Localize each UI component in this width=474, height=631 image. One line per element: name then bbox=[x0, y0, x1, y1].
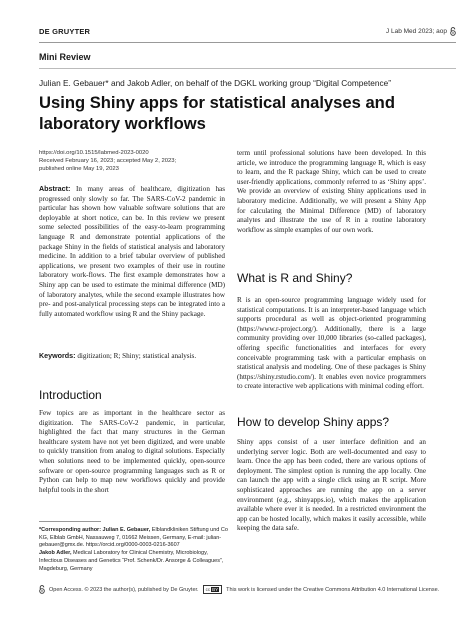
author-footnote bbox=[39, 527, 229, 573]
abstract-text: In many areas of healthcare, digitization has progressed only slowly so far. The SARS-CoV-2 pandemic in particular has shown how valuable software solutions that are deployable at short notice, can be. In this review we present some selected possibilities of the easy-to-learn programming language R and demonstrate potential applications of the package Shiny in the fields of statistical analysis and laboratory medicine. In addition to a brief tabular overview of published applications, we present two examples of their use in routine laboratory work-flows. The first example demonstrates how a Shiny app can be used to estimate the minimal difference (MD) of laboratory analytes, while the second example illustrates how pre- and post-analytical processing steps can be integrated into a fully automated workflow using R and the Shiny package. bbox=[39, 185, 225, 318]
introduction-continuation: term until professional solutions have been developed. In this article, we introduce the programming language R, which is easy to learn, and the R package Shiny, which can be used to create user-friendly applications, commonly referred to as ‘Shiny apps’. We provide an overview of existing Shiny applications used in laboratory medicine. Additionally, we will present a Shiny App for calculating the Minimal Difference (MD) of laboratory analytes and illustrate the use of R in a routine laboratory workflow as simple examples of our own work. bbox=[237, 149, 426, 234]
publisher-logo: DE GRUYTER bbox=[39, 27, 91, 36]
how-to-develop-heading: How to develop Shiny apps? bbox=[237, 415, 390, 429]
open-access-notice: Open Access. © 2023 the author(s), published by De Gruyter. bbox=[49, 586, 199, 593]
corresponding-author-label: *Corresponding author: Julian E. Gebauer, bbox=[39, 527, 151, 533]
open-access-icon bbox=[450, 27, 456, 36]
how-to-develop-text: Shiny apps consist of a user interface definition and an underlying server logic. Both are well-documented and easy to learn. Once the app has been coded, there are various options of deployment. The simplest option is running the app locally. One can launch the app with a single click using an R script. More sophisticated approaches are running the app on a server environment (e.g., shinyapps.io), which makes the application available where ever it is needed. In a restricted environment the app can be hosted locally, which makes it easily accessible, while keeping the data safe. bbox=[237, 438, 426, 533]
cc-badge-right: BY bbox=[212, 587, 219, 592]
doi-link[interactable]: https://doi.org/10.1515/labmed-2023-0020 bbox=[39, 150, 149, 156]
second-author-label: Jakob Adler, bbox=[39, 550, 72, 557]
introduction-heading: Introduction bbox=[39, 388, 102, 402]
keywords-label: Keywords: bbox=[39, 352, 76, 360]
second-author-text: Medical Laboratory for Clinical Chemistry, Microbiology, Infectious Diseases and Genetics “Prof. Schenk/Dr. Ansorge & Colleagues”, Magdeburg, Germany bbox=[39, 550, 224, 572]
footnote-divider bbox=[39, 521, 101, 522]
introduction-text: Few topics are as important in the healthcare sector as digitization. The SARS-CoV-2 pandemic, in particular, highlighted the fact that many structures in the German healthcare system have not yet been digitized, and were unable to quickly transition from analog to digital solutions. Especially when solutions need to be implemented quickly, open-source software or open-source programming languages such as R or Python can help to map new workflows quickly and provide helpful tools in the short bbox=[39, 409, 225, 494]
journal-header bbox=[386, 27, 456, 36]
author-list: Julian E. Gebauer* and Jakob Adler, on behalf of the DGKL working group “Digital Competence” bbox=[39, 78, 392, 88]
section-divider bbox=[39, 68, 456, 69]
second-author-note bbox=[39, 550, 229, 573]
cc-by-badge-icon[interactable] bbox=[203, 585, 223, 594]
abstract-label: Abstract: bbox=[39, 185, 71, 193]
keywords-text: digitization; R; Shiny; statistical analysis. bbox=[77, 352, 197, 360]
journal-info: J Lab Med 2023; aop bbox=[385, 28, 447, 35]
corresponding-author-note bbox=[39, 527, 229, 550]
received-dates: Received February 16, 2023; accepted May 2, 2023; bbox=[39, 158, 177, 164]
header-divider bbox=[39, 42, 456, 43]
corresponding-author-text: Elblandkliniken Stiftung und Co KG, Elblab GmbH, Nassauweg 7, 01662 Meissen, Germany, E-mail: julian-gebauer@gmx.de. https://orcid.org/0000-0003-0216-3607 bbox=[39, 527, 228, 549]
what-is-r-heading: What is R and Shiny? bbox=[237, 271, 353, 285]
open-access-icon bbox=[39, 585, 45, 594]
article-title: Using Shiny apps for statistical analyses and laboratory workflows bbox=[39, 93, 395, 133]
published-date: published online May 19, 2023 bbox=[39, 166, 119, 172]
keywords bbox=[39, 352, 225, 362]
what-is-r-text: R is an open-source programming language widely used for statistical computations. It is an interpreter-based language which supports procedural as well as object-oriented programming (https://www.r-project.org/). Additionally, there is a large community providing over 10,000 libraries (so-called packages), offering specific functionalities and interfaces for every conceivable programming task with a particular emphasis on statistical analysis and modeling. One of these packages is Shiny (https://shiny.rstudio.com/). It enables even novice programmers to create interactive web applications with minimal coding effort. bbox=[237, 296, 426, 391]
article-meta bbox=[39, 149, 176, 173]
abstract bbox=[39, 185, 225, 319]
license-bar bbox=[39, 585, 439, 594]
cc-badge-left: cc bbox=[205, 587, 211, 592]
article-section-label: Mini Review bbox=[39, 52, 91, 62]
license-text: This work is licensed under the Creative Commons Attribution 4.0 International License. bbox=[226, 586, 440, 593]
